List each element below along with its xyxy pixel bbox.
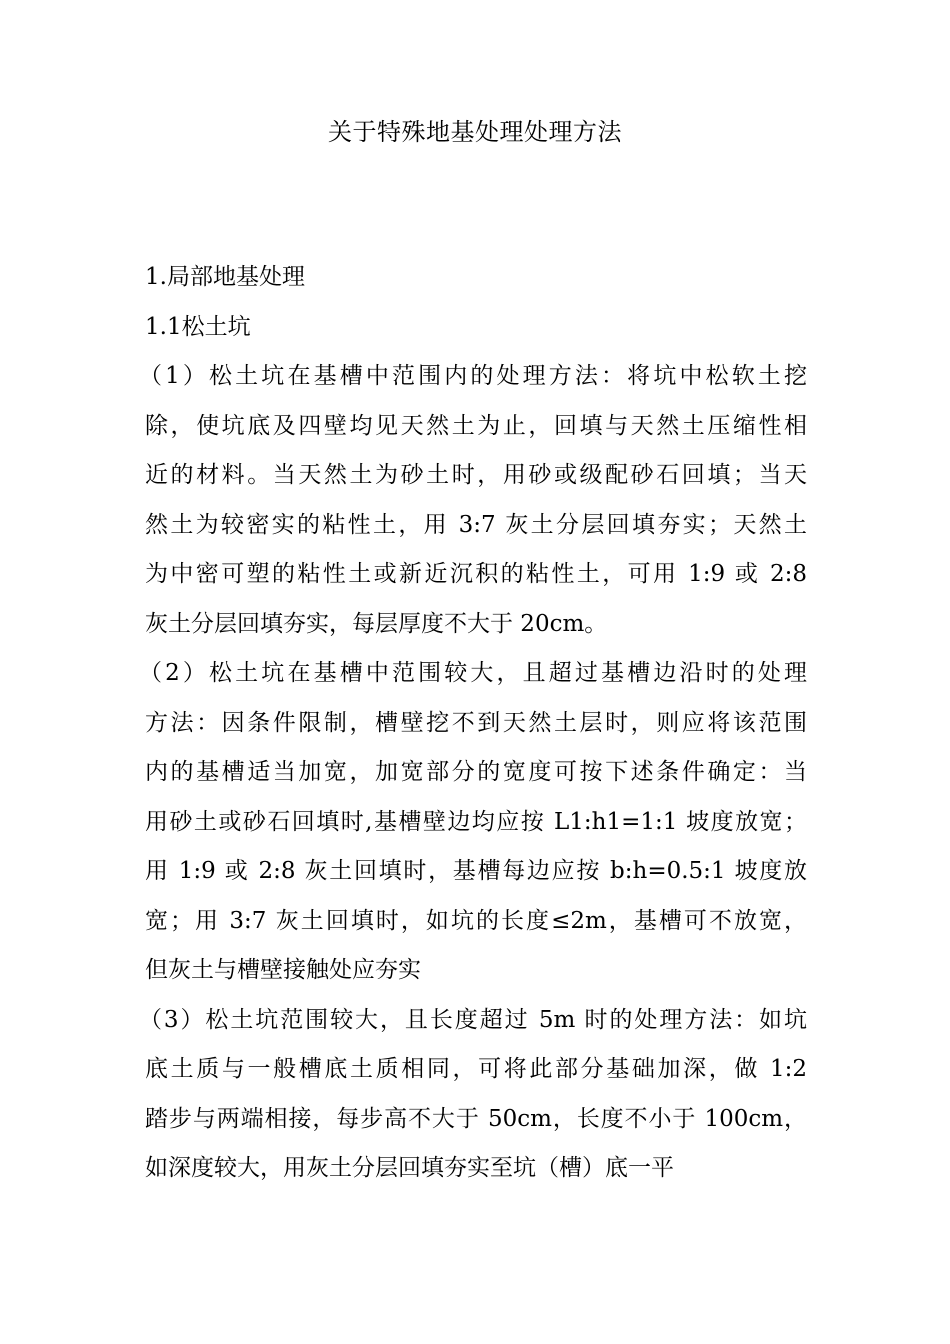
paragraph-line: 方法：因条件限制，槽壁挖不到天然土层时，则应将该范围 [145,709,807,736]
paragraph-line: 但灰土与槽壁接触处应夯实 [145,957,421,983]
document-body [139,253,807,1194]
paragraph-line: （1）松土坑在基槽中范围内的处理方法：将坑中松软土挖 [139,363,807,389]
paragraph-line: 然土为较密实的粘性土，用 3:7 灰土分层回填夯实；天然土 [145,511,807,538]
document-title: 关于特殊地基处理处理方法 [328,118,622,146]
paragraph-line: 底土质与一般槽底土质相同，可将此部分基础加深，做 1:2 [145,1056,807,1082]
paragraph-line: 用 1:9 或 2:8 灰土回填时，基槽每边应按 b:h=0.5:1 坡度放 [145,858,807,884]
paragraph-line: 用砂土或砂石回填时,基槽壁边均应按 L1:h1=1:1 坡度放宽； [145,808,807,835]
paragraph-line: 宽；用 3:7 灰土回填时，如坑的长度≤2m，基槽可不放宽， [145,907,807,934]
paragraph-line: （3）松土坑范围较大，且长度超过 5m 时的处理方法：如坑 [139,1006,807,1033]
paragraph-line: 为中密可塑的粘性土或新近沉积的粘性土，可用 1:9 或 2:8 [145,561,807,587]
section-heading: 1.局部地基处理 [145,264,305,290]
paragraph-line: 近的材料。当天然土为砂土时，用砂或级配砂石回填；当天 [145,462,807,488]
paragraph-line: 内的基槽适当加宽，加宽部分的宽度可按下述条件确定：当 [145,759,807,785]
paragraph-line: 如深度较大，用灰土分层回填夯实至坑（槽）底一平 [145,1155,674,1181]
paragraph-line: （2）松土坑在基槽中范围较大，且超过基槽边沿时的处理 [139,660,807,686]
subsection-heading: 1.1松土坑 [145,313,251,340]
paragraph-line: 除，使坑底及四壁均见天然土为止，回填与天然土压缩性相 [145,412,807,439]
paragraph-line: 灰土分层回填夯实，每层厚度不大于 20cm。 [145,610,608,637]
paragraph-line: 踏步与两端相接，每步高不大于 50cm，长度不小于 100cm， [145,1105,807,1132]
